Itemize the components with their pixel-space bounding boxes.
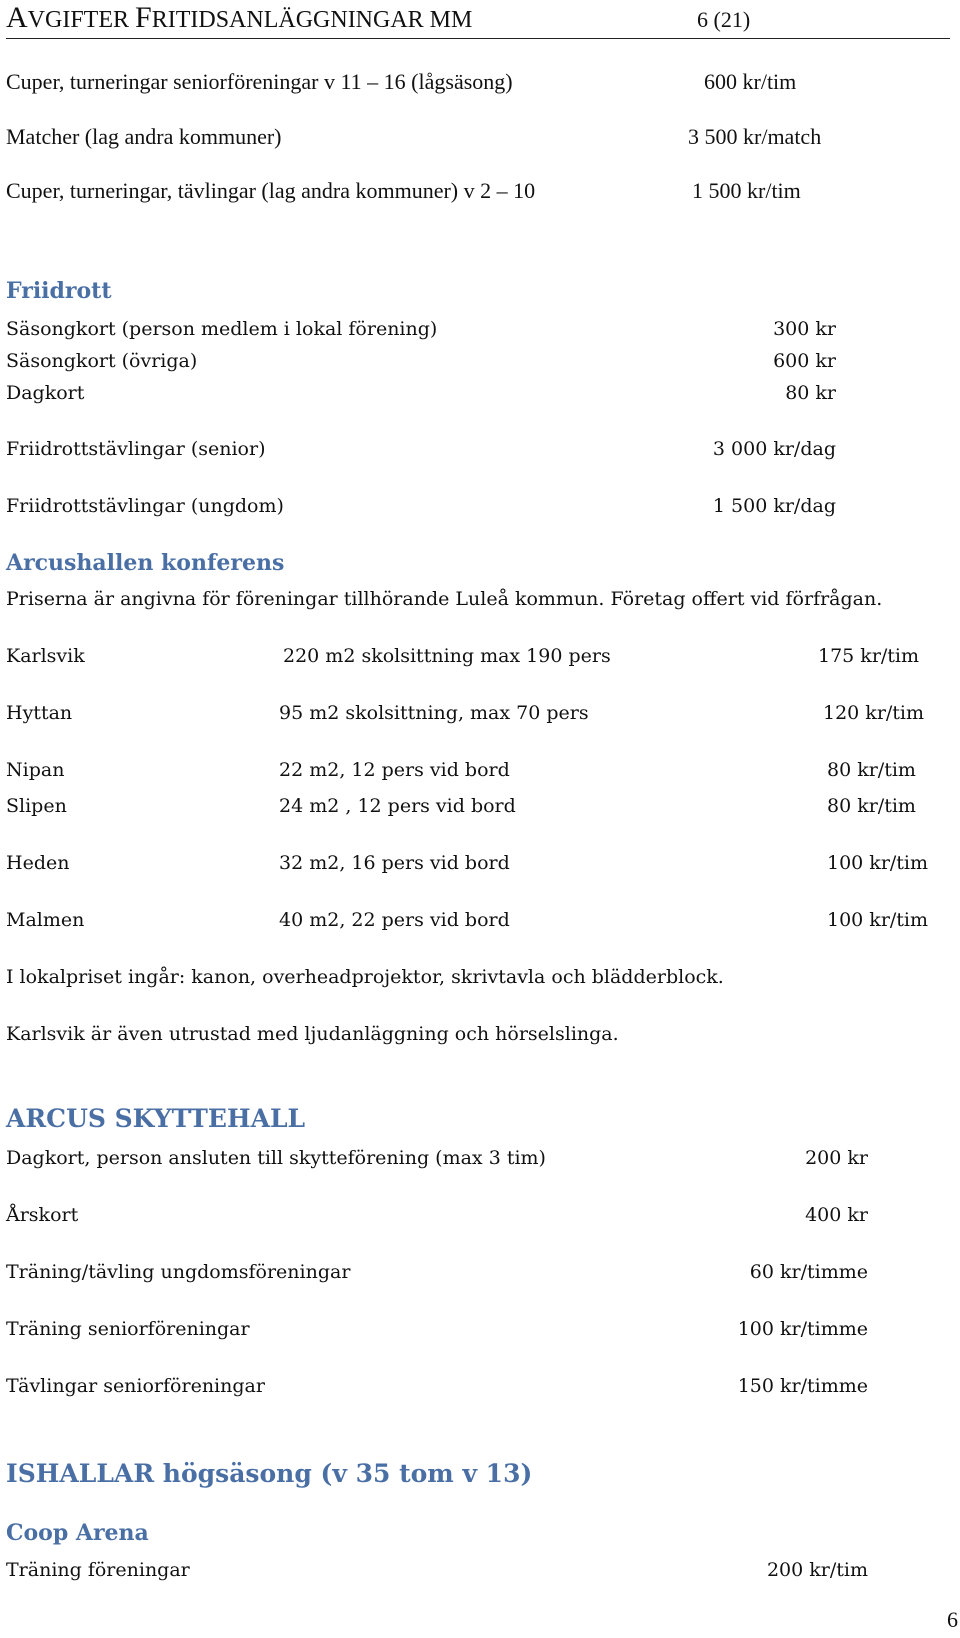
row-price: 150 kr/timme (737, 1375, 868, 1397)
room-description: 40 m2, 22 pers vid bord (279, 909, 510, 931)
row-price: 200 kr/tim (766, 1559, 868, 1581)
row-label: Cuper, turneringar seniorföreningar v 11 – 16 (lågsäsong) (6, 69, 513, 94)
section-note: Karlsvik är även utrustad med ljudanläggning och hörselslinga. (6, 1023, 619, 1045)
page-number: 6 (947, 1607, 958, 1632)
row-label: Friidrottstävlingar (senior) (6, 438, 266, 460)
page-of-total: 6 (21) (697, 7, 751, 32)
room-price: 80 kr/tim (827, 795, 916, 817)
section-heading-arcushallen: Arcushallen konferens (6, 550, 285, 576)
title-initial-b: F (135, 1, 152, 34)
title-part-a: VGIFTER (27, 7, 136, 33)
room-name: Heden (6, 852, 70, 874)
room-description: 22 m2, 12 pers vid bord (279, 759, 510, 781)
row-label: Träning/tävling ungdomsföreningar (6, 1261, 351, 1283)
row-label: Träning föreningar (6, 1559, 190, 1581)
row-price: 100 kr/timme (737, 1318, 868, 1340)
row-price: 600 kr/tim (704, 69, 797, 94)
room-description: 95 m2 skolsittning, max 70 pers (279, 702, 589, 724)
row-label: Årskort (6, 1204, 79, 1226)
row-price: 80 kr (785, 382, 836, 404)
row-label: Dagkort (6, 382, 85, 404)
title-initial-a: A (6, 1, 28, 34)
section-intro: Priserna är angivna för föreningar tillhörande Luleå kommun. Företag offert vid förfrågan. (6, 588, 883, 610)
row-price: 300 kr (773, 318, 836, 340)
row-price: 400 kr (805, 1204, 868, 1226)
room-name: Nipan (6, 759, 65, 781)
room-name: Slipen (6, 795, 67, 817)
document-title (6, 0, 472, 36)
header-rule (6, 38, 950, 39)
room-name: Karlsvik (6, 645, 85, 667)
room-name: Malmen (6, 909, 85, 931)
row-price: 3 500 kr/match (688, 124, 822, 149)
room-description: 220 m2 skolsittning max 190 pers (283, 645, 611, 667)
row-label: Tävlingar seniorföreningar (6, 1375, 265, 1397)
row-label: Säsongkort (övriga) (6, 350, 198, 372)
row-price: 60 kr/timme (749, 1261, 868, 1283)
row-price: 200 kr (805, 1147, 868, 1169)
section-heading-skyttehall: ARCUS SKYTTEHALL (6, 1104, 306, 1133)
row-label: Friidrottstävlingar (ungdom) (6, 495, 284, 517)
room-price: 80 kr/tim (827, 759, 916, 781)
room-price: 120 kr/tim (823, 702, 925, 724)
section-heading-ishallar: ISHALLAR högsäsong (v 35 tom v 13) (6, 1459, 533, 1488)
row-label: Dagkort, person ansluten till skytteförening (max 3 tim) (6, 1147, 546, 1169)
row-label: Träning seniorföreningar (6, 1318, 250, 1340)
room-price: 100 kr/tim (827, 909, 929, 931)
room-price: 175 kr/tim (818, 645, 920, 667)
subsection-heading-coop-arena: Coop Arena (6, 1520, 149, 1546)
row-label: Säsongkort (person medlem i lokal förening) (6, 318, 438, 340)
room-description: 24 m2 , 12 pers vid bord (279, 795, 516, 817)
row-label: Matcher (lag andra kommuner) (6, 124, 282, 149)
row-price: 1 500 kr/dag (712, 495, 836, 517)
room-name: Hyttan (6, 702, 73, 724)
row-label: Cuper, turneringar, tävlingar (lag andra kommuner) v 2 – 10 (6, 178, 536, 203)
title-part-b: RITIDSANLÄGGNINGAR MM (151, 7, 473, 33)
room-description: 32 m2, 16 pers vid bord (279, 852, 510, 874)
section-note: I lokalpriset ingår: kanon, overheadprojektor, skrivtavla och blädderblock. (6, 966, 724, 988)
row-price: 3 000 kr/dag (712, 438, 836, 460)
row-price: 600 kr (773, 350, 836, 372)
section-heading-friidrott: Friidrott (6, 278, 112, 304)
row-price: 1 500 kr/tim (692, 178, 801, 203)
room-price: 100 kr/tim (827, 852, 929, 874)
